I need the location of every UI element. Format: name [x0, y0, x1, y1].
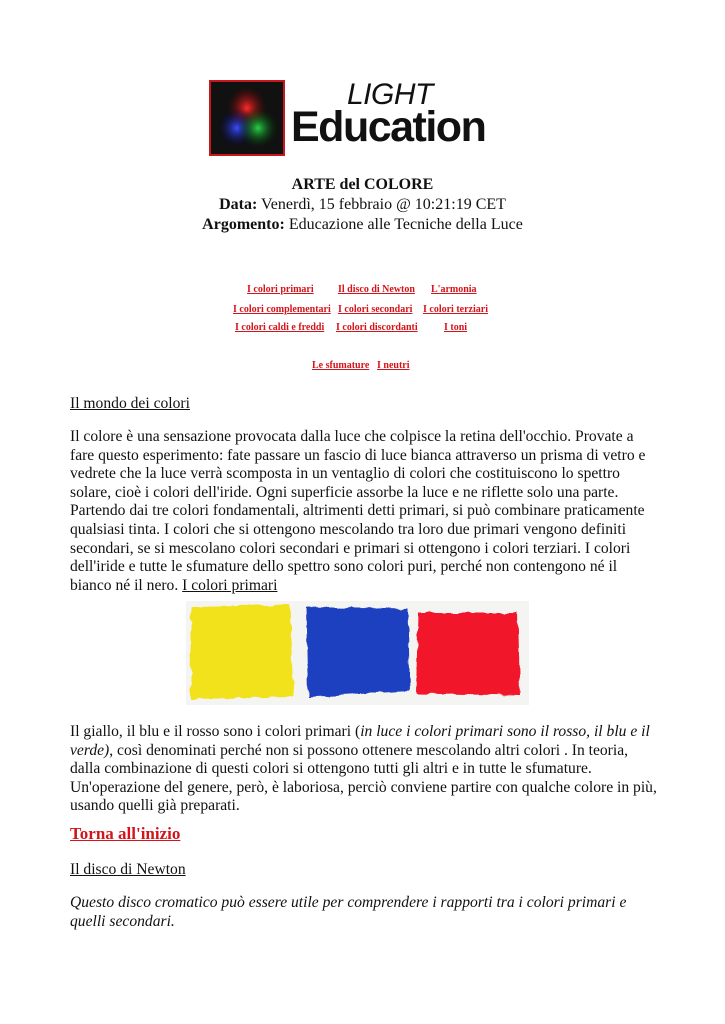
nav-link-toni[interactable]: I toni: [444, 322, 468, 333]
paragraph-colori-primari: Il giallo, il blu e il rosso sono i colori primari (in luce i colori primari sono il rosso, il blu e il verde), così denominati perché non si possono ottenere mescolando altri colori . In teoria, dalla combinazione di questi colori si ottengono tutti gli altri e in tutte le sfumature. Un'operazione del genere, però, è laboriosa, perciò conviene partire con qualche colore in più, usando quelli già preparati.: [70, 723, 657, 815]
article-date: Data: Venerdì, 15 febbraio @ 10:21:19 CET: [219, 196, 506, 213]
red-swatch: [416, 613, 520, 695]
nav-link-colori-complementari[interactable]: I colori complementari: [233, 304, 331, 315]
back-to-top-link-container: [70, 825, 658, 845]
nav-link-colori-caldi-freddi[interactable]: I colori caldi e freddi: [235, 322, 325, 333]
nav-link-colori-discordanti[interactable]: I colori discordanti: [336, 322, 418, 333]
paragraph-colore-intro: Il colore è una sensazione provocata dalla luce che colpisce la retina dell'occhio. Provate a fare questo esperimento: fate passare un fascio di luce bianca attraverso un prisma di vetro e vedrete che la luce verrà scomposta in un ventaglio di colori che costituiscono lo spettro solare, cioè i colori dell'iride. Ogni superficie assorbe la luce e ne riflette solo una parte. Partendo dai tre colori fondamentali, altrimenti detti primari, si può combinare praticamente qualsiasi tinta. I colori che si ottengono mescolando tra loro due primari vengono definiti secondari, se si mescolano colori secondari e primari si ottengono i colori terziari. I colori dell'iride e tutte le sfumature dello spettro sono colori puri, perché non contengono né il bianco né il nero. I colori primari: [70, 428, 646, 594]
article-title: ARTE del COLORE: [291, 176, 434, 193]
nav-link-colori-secondari[interactable]: I colori secondari: [338, 304, 413, 315]
nav-link-armonia[interactable]: L'armonia: [431, 284, 477, 295]
back-to-top-link[interactable]: Torna all'inizio: [70, 824, 181, 843]
topic-navigation: [0, 284, 725, 384]
link-colori-primari-inline[interactable]: I colori primari: [182, 576, 278, 594]
section-heading-mondo-colori: Il mondo dei colori: [70, 395, 190, 412]
rgb-light-icon: [209, 80, 285, 156]
article-header: [0, 175, 725, 235]
blue-swatch: [306, 607, 410, 697]
section-heading-disco-newton: Il disco di Newton: [70, 861, 186, 878]
nav-link-neutri[interactable]: I neutri: [377, 360, 410, 371]
light-education-logo: [209, 80, 489, 156]
logo-light-text: LIGHT: [347, 78, 433, 111]
primary-colors-image: [186, 601, 529, 705]
nav-link-disco-newton[interactable]: Il disco di Newton: [338, 284, 415, 295]
article-topic: Argomento: Educazione alle Tecniche della Luce: [202, 216, 523, 233]
logo-education-text: Education: [291, 103, 486, 151]
nav-link-colori-primari[interactable]: I colori primari: [247, 284, 314, 295]
yellow-swatch: [190, 605, 294, 699]
nav-link-sfumature[interactable]: Le sfumature: [312, 360, 370, 371]
nav-link-colori-terziari[interactable]: I colori terziari: [423, 304, 488, 315]
paragraph-disco-newton: Questo disco cromatico può essere utile per comprendere i rapporti tra i colori primari e quelli secondari.: [70, 894, 627, 930]
